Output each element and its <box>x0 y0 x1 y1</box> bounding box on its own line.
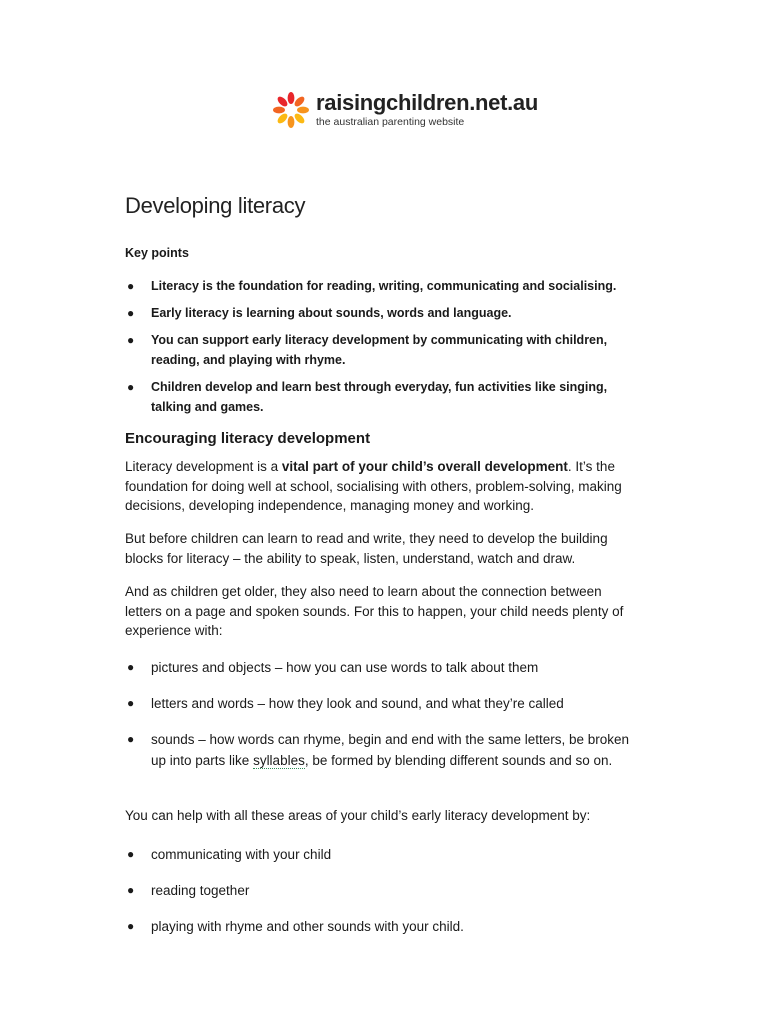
key-point-item: ● Literacy is the foundation for reading, writing, communicating and socialising. <box>125 276 645 296</box>
key-points-heading: Key points <box>125 246 189 260</box>
paragraph-connection: And as children get older, they also need to learn about the connection between letters on a page and spoken sounds. For this to happen, your child needs plenty of experience with: <box>125 584 624 638</box>
help-list <box>125 844 645 952</box>
bullet-icon: ● <box>127 732 135 746</box>
list-item: ● sounds – how words can rhyme, begin and end with the same letters, be broken up into parts like syllables, be formed by blending different sounds and so on. <box>125 729 645 771</box>
bullet-icon: ● <box>127 333 135 347</box>
bullet-icon: ● <box>127 279 135 293</box>
section-heading: Encouraging literacy development <box>125 430 371 447</box>
list-item: ● communicating with your child <box>125 844 645 865</box>
experience-list <box>125 657 645 786</box>
emphasis-text: vital part of your child’s overall development <box>281 459 568 474</box>
site-logo[interactable] <box>272 90 538 130</box>
list-item: ● letters and words – how they look and sound, and what they’re called <box>125 693 645 714</box>
key-point-item: ● Children develop and learn best through everyday, fun activities like singing, talking and games. <box>125 377 645 417</box>
bullet-icon: ● <box>127 883 135 897</box>
bullet-icon: ● <box>127 380 135 394</box>
brand-tagline: the australian parenting website <box>316 116 465 129</box>
bullet-icon: ● <box>127 660 135 674</box>
key-point-item: ● Early literacy is learning about sounds, words and language. <box>125 303 645 323</box>
paragraph-help: You can help with all these areas of your child’s early literacy development by: <box>125 808 591 823</box>
syllables-link[interactable]: syllables <box>253 753 305 768</box>
list-item: ● playing with rhyme and other sounds with your child. <box>125 916 645 937</box>
list-item: ● pictures and objects – how you can use words to talk about them <box>125 657 645 678</box>
brand-name: raisingchildren.net.au <box>316 90 539 116</box>
page-title: Developing literacy <box>125 193 306 218</box>
bullet-icon: ● <box>127 919 135 933</box>
key-point-item: ● You can support early literacy development by communicating with children, reading, and playing with rhyme. <box>125 330 645 370</box>
bullet-icon: ● <box>127 306 135 320</box>
bullet-icon: ● <box>127 847 135 861</box>
key-points-list <box>125 276 645 424</box>
paragraph-building-blocks: But before children can learn to read and write, they need to develop the building blocks for literacy – the ability to speak, listen, understand, watch and draw. <box>125 531 608 566</box>
paragraph-intro: Literacy development is a vital part of your child’s overall development. It’s the foundation for doing well at school, socialising with others, problem-solving, making decisions, developing independence, managing money and working. <box>125 459 622 513</box>
bullet-icon: ● <box>127 696 135 710</box>
logo-flower-icon <box>272 90 310 130</box>
list-item: ● reading together <box>125 880 645 901</box>
